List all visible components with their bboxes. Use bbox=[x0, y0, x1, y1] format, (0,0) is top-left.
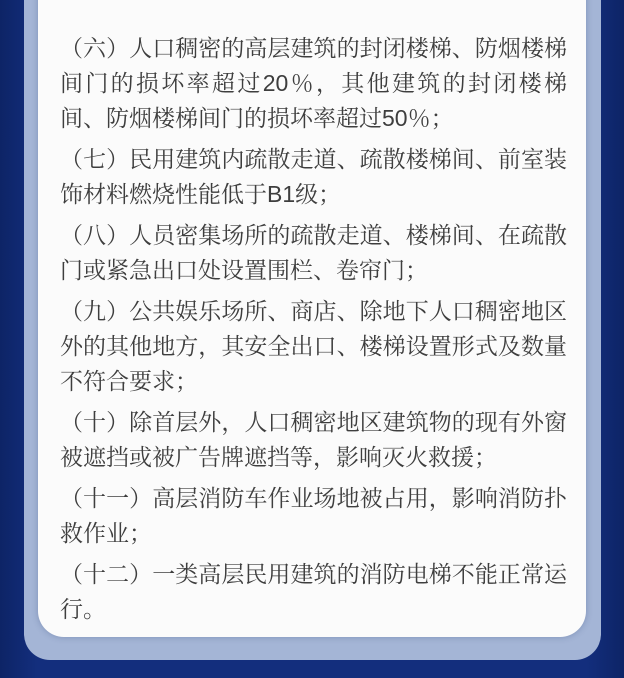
regulation-item-7: （七）民用建筑内疏散走道、疏散楼梯间、前室装饰材料燃烧性能低于B1级； bbox=[60, 146, 567, 207]
regulation-item-8: （八）人员密集场所的疏散走道、楼梯间、在疏散门或紧急出口处设置围栏、卷帘门； bbox=[60, 222, 567, 283]
content-card-outer bbox=[24, 0, 601, 660]
regulation-item-12: （十二）一类高层民用建筑的消防电梯不能正常运行。 bbox=[60, 561, 567, 622]
regulation-list bbox=[60, 0, 567, 633]
regulation-item-11: （十一）高层消防车作业场地被占用，影响消防扑救作业； bbox=[60, 485, 567, 546]
regulation-item-6: （六）人口稠密的高层建筑的封闭楼梯、防烟楼梯间门的损坏率超过20％，其他建筑的封闭楼梯间、防烟楼梯间门的损坏率超过50％； bbox=[60, 35, 567, 131]
content-card-inner bbox=[38, 0, 586, 637]
regulation-item-10: （十）除首层外，人口稠密地区建筑物的现有外窗被遮挡或被广告牌遮挡等，影响灭火救援； bbox=[60, 409, 567, 470]
regulation-item-9: （九）公共娱乐场所、商店、除地下人口稠密地区外的其他地方，其安全出口、楼梯设置形式及数量不符合要求； bbox=[60, 298, 567, 394]
